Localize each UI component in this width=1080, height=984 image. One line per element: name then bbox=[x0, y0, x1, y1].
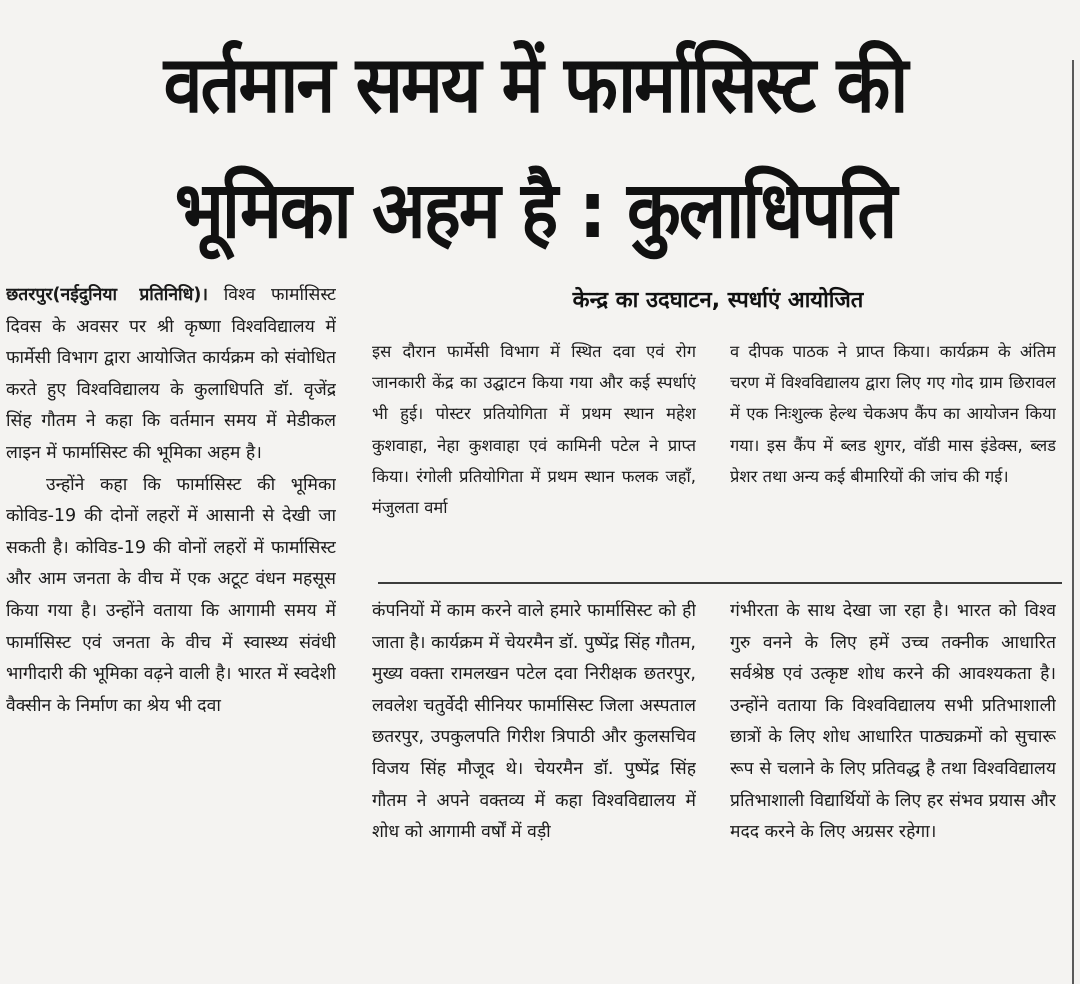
article-column-2-text: कंपनियों में काम करने वाले हमारे फार्मासिस्ट को ही जाता है। कार्यक्रम में चेयरमैन डॉ. पुष्पेंद्र सिंह गौतम, मुख्य वक्ता रामलखन पटेल दवा निरीक्षक छतरपुर, लवलेश चतुर्वेदी सीनियर फार्मासिस्ट जिला अस्पताल छतरपुर, उपकुलपति गिरीश त्रिपाठी और कुलसचिव विजय सिंह मौजूद थे। चेयरमैन डॉ. पुष्पेंद्र सिंह गौतम ने अपने वक्तव्य में कहा विश्वविद्यालय में शोध को आगामी वर्षों में वड़ी bbox=[372, 601, 696, 843]
intro-text: विश्व फार्मासिस्ट दिवस के अवसर पर श्री कृष्णा विश्वविद्यालय में फार्मेसी विभाग द्वारा आयोजित कार्यक्रम को संवोधित करते हुए विश्वविद्यालय के कुलाधिपति डॉ. वृजेंद्र सिंह गौतम ने कहा कि वर्तमान समय में मेडीकल लाइन में फार्मासिस्ट की भूमिका अहम है। bbox=[6, 285, 336, 463]
box-text-2: व दीपक पाठक ने प्राप्त किया। कार्यक्रम के अंतिम चरण में विश्वविद्यालय द्वारा लिए गए गोद ग्राम छिरावल में एक निःशुल्क हेल्थ चेकअप कैंप का आयोजन किया गया। इस कैंप में ब्लड शुगर, वॉडी मास इंडेक्स, ब्लड प्रेशर तथा अन्य कई बीमारियों की जांच की गई। bbox=[730, 342, 1056, 486]
article-intro bbox=[6, 280, 336, 470]
column-rule-right bbox=[1072, 60, 1074, 984]
byline: छतरपुर(नईदुनिया प्रतिनिधि)। bbox=[6, 285, 208, 305]
box-divider bbox=[378, 582, 1062, 584]
box-title: केन्द्र का उदघाटन, स्पर्धाएं आयोजित bbox=[572, 288, 864, 313]
box-column-1 bbox=[372, 336, 696, 576]
article-paragraph-2: उन्होंने कहा कि फार्मासिस्ट की भूमिका कोविड-19 की दोनों लहरों में आसानी से देखी जा सकती है। कोविड-19 की वोनों लहरों में फार्मासिस्ट और आम जनता के वीच में एक अटूट वंधन महसूस किया गया है। उन्होंने वताया कि आगामी समय में फार्मासिस्ट एवं जनता के वीच में स्वास्थ्य संवंधी भागीदारी की भूमिका वढ़ने वाली है। भारत में स्वदेशी वैक्सीन के निर्माण का श्रेय भी दवा bbox=[6, 474, 336, 716]
headline-line-1: वर्तमान समय में फार्मासिस्ट की bbox=[163, 38, 907, 131]
article-column-3 bbox=[730, 596, 1056, 984]
article-column-2 bbox=[372, 596, 696, 984]
box-text-1: इस दौरान फार्मेसी विभाग में स्थित दवा एवं रोग जानकारी केंद्र का उद्घाटन किया गया और कई स्पर्धाएं भी हुई। पोस्टर प्रतियोगिता में प्रथम स्थान महेश कुशवाहा, नेहा कुशवाहा एवं कामिनी पटेल ने प्राप्त किया। रंगोली प्रतियोगिता में प्रथम स्थान फलक जहाँ, मंजुलता वर्मा bbox=[372, 342, 696, 518]
box-column-2 bbox=[730, 336, 1056, 576]
article-column-1 bbox=[6, 280, 336, 984]
article-column-3-text: गंभीरता के साथ देखा जा रहा है। भारत को विश्व गुरु वनने के लिए हमें उच्च तक्नीक आधारित सर्वश्रेष्ठ एवं उत्कृष्ट शोध करने की आवश्यकता है। उन्होंने वताया कि विश्वविद्यालय सभी प्रतिभाशाली छात्रों के लिए शोध आधारित पाठ्यक्रमों को सुचारू रूप से चलाने के लिए प्रतिवद्ध है तथा विश्वविद्यालय प्रतिभाशाली विद्यार्थियों के लिए हर संभव प्रयास और मदद करने के लिए अग्रसर रहेगा। bbox=[730, 601, 1056, 843]
headline-line-2: भूमिका अहम है : कुलाधिपति bbox=[174, 164, 896, 257]
headline bbox=[0, 22, 1070, 273]
